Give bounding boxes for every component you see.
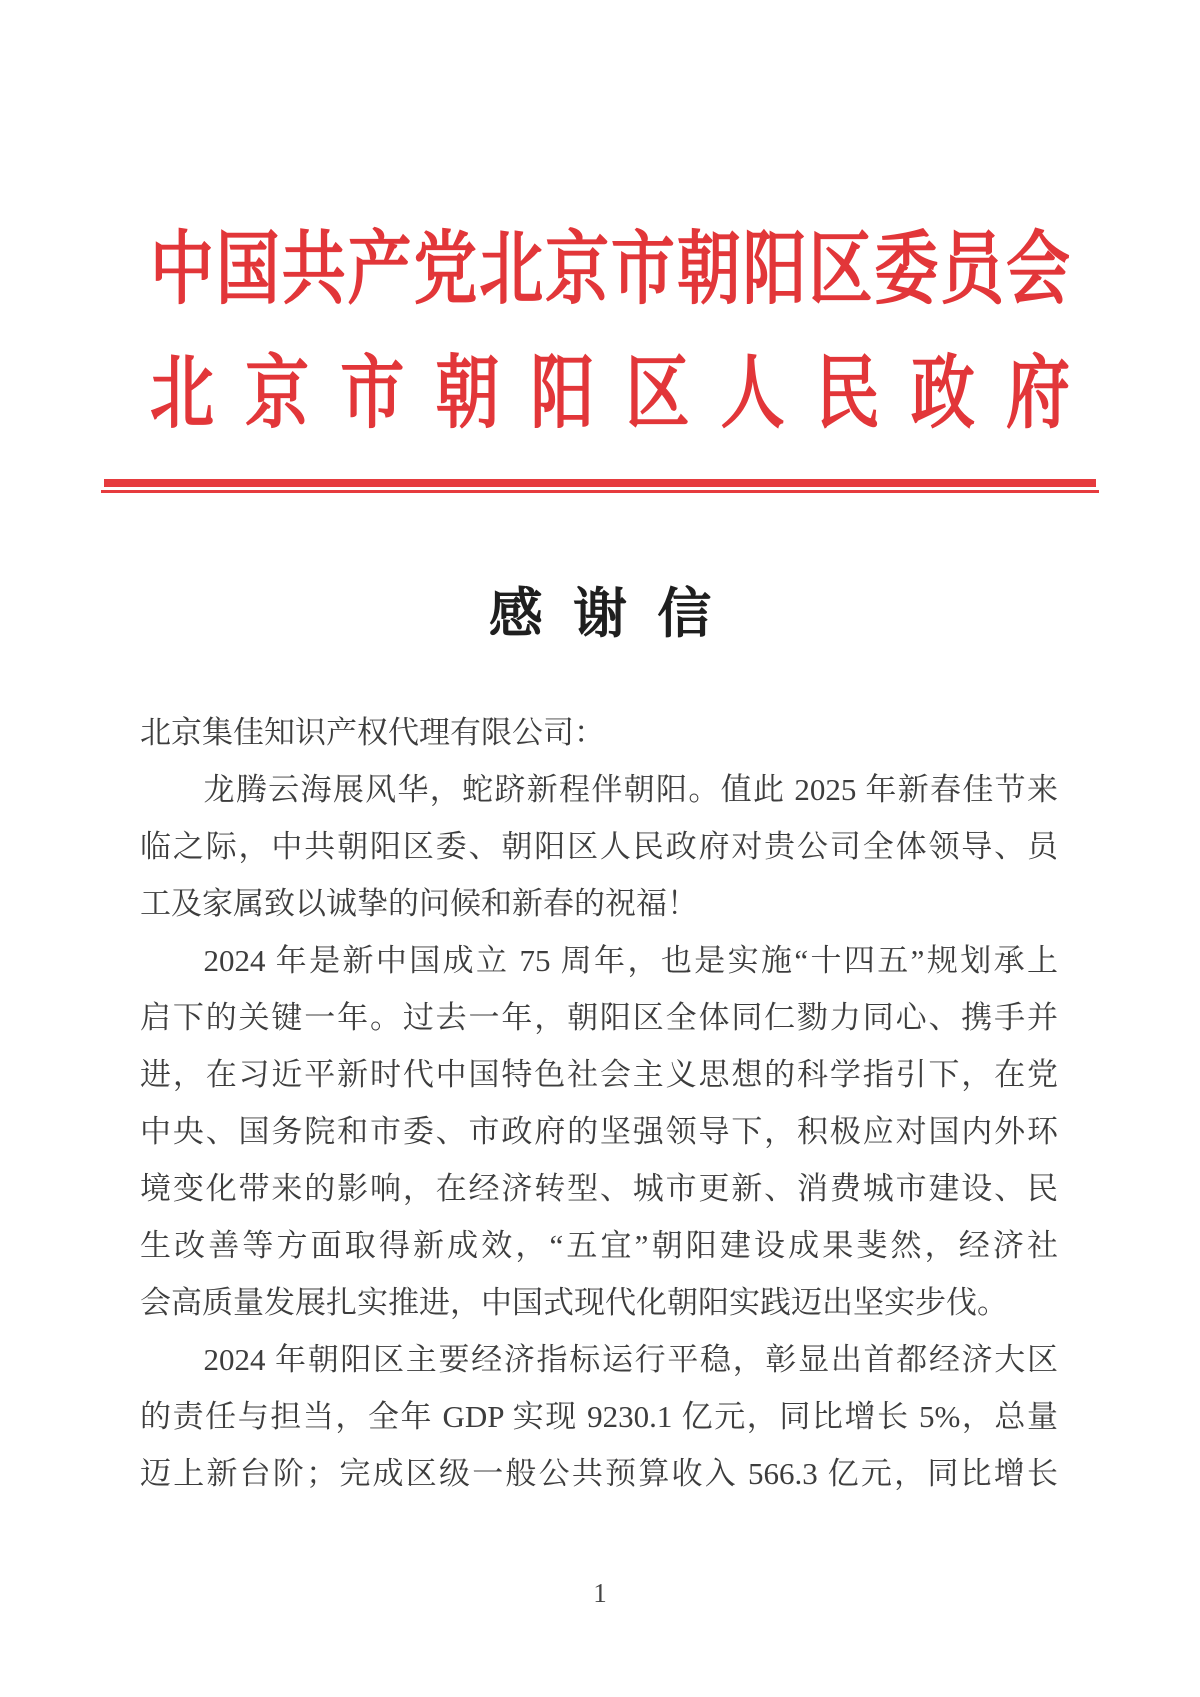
body-line: 会高质量发展扎实推进，中国式现代化朝阳实践迈出坚实步伐。 (140, 1285, 1008, 1320)
body-line: 启下的关键一年。过去一年，朝阳区全体同仁勠力同心、携手并 (140, 1000, 1058, 1035)
body-line: 进，在习近平新时代中国特色社会主义思想的科学指引下，在党 (140, 1057, 1058, 1092)
body-line: 龙腾云海展风华，蛇跻新程伴朝阳。值此 2025 年新春佳节来 (203, 772, 1058, 807)
body-line: 境变化带来的影响，在经济转型、城市更新、消费城市建设、民 (140, 1171, 1058, 1206)
body-line: 工及家属致以诚挚的问候和新春的祝福！ (140, 886, 698, 921)
page-number: 1 (593, 1578, 607, 1608)
body-line: 的责任与担当，全年 GDP 实现 9230.1 亿元，同比增长 5%，总量 (140, 1399, 1058, 1434)
letterhead-rule-thin (101, 490, 1099, 493)
letter-body (140, 704, 1058, 1502)
body-line: 北京集佳知识产权代理有限公司： (140, 715, 605, 750)
letter-title: 感谢信 (488, 584, 742, 644)
body-line: 临之际，中共朝阳区委、朝阳区人民政府对贵公司全体领导、员 (140, 829, 1058, 864)
body-line: 2024 年朝阳区主要经济指标运行平稳，彰显出首都经济大区 (203, 1342, 1058, 1377)
body-line: 中央、国务院和市委、市政府的坚强领导下，积极应对国内外环 (140, 1114, 1058, 1149)
body-line: 2024 年是新中国成立 75 周年，也是实施“十四五”规划承上 (203, 943, 1058, 978)
letterhead-rule-thick (104, 479, 1096, 487)
letterhead-line-2: 北京市朝阳区人民政府 (150, 349, 1070, 438)
letterhead-line-1: 中国共产党北京市朝阳区委员会 (150, 225, 1070, 314)
body-line: 迈上新台阶；完成区级一般公共预算收入 566.3 亿元，同比增长 (140, 1456, 1058, 1491)
body-line: 生改善等方面取得新成效，“五宜”朝阳建设成果斐然，经济社 (140, 1228, 1058, 1263)
